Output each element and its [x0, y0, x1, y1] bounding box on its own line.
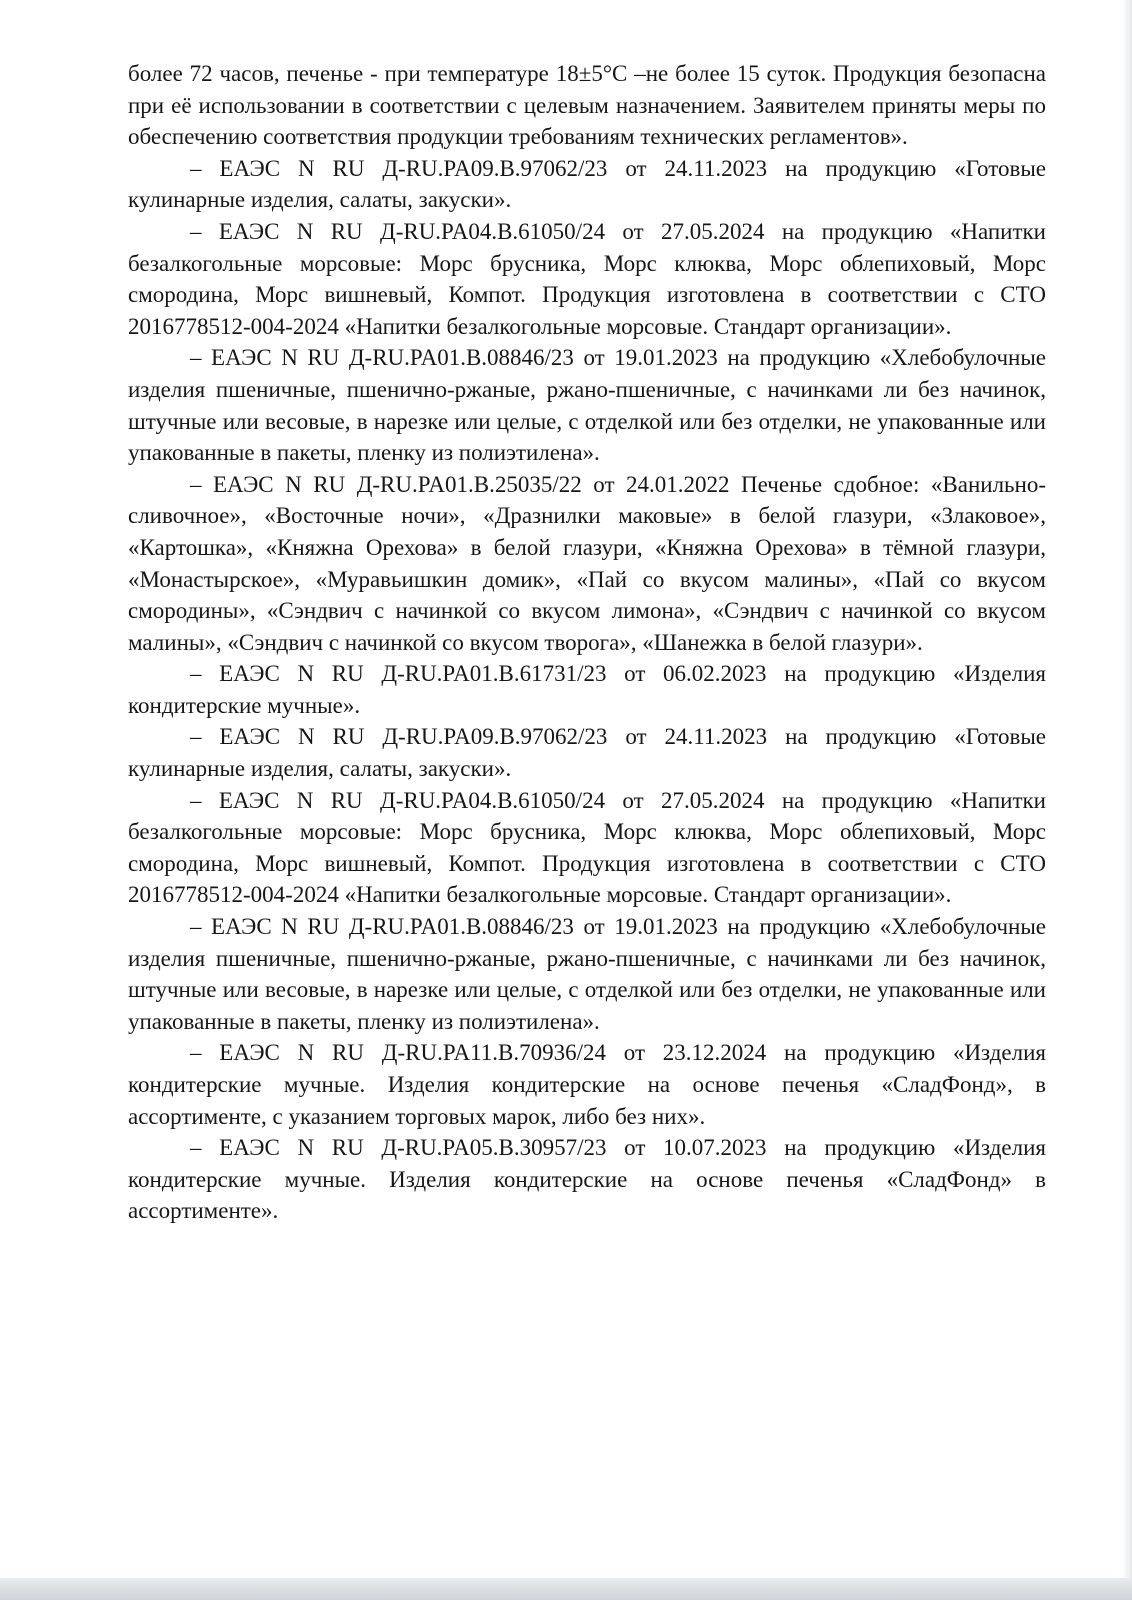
paragraph-declaration-7: – ЕАЭС N RU Д-RU.PA04.B.61050/24 от 27.05.2024 на продукцию «Напитки безалкогольные морсовые: Морс брусника, Морс клюква, Морс облепиховый, Морс смородина, Морс вишневый, Компот. Продукция изготовлена в соответствии с СТО 2016778512-004-2024 «Напитки безалкогольные морсовые. Стандарт организации». [128, 787, 1046, 908]
paragraph-declaration-2: – ЕАЭС N RU Д-RU.PA04.B.61050/24 от 27.05.2024 на продукцию «Напитки безалкогольные морсовые: Морс брусника, Морс клюква, Морс облепиховый, Морс смородина, Морс вишневый, Компот. Продукция изготовлена в соответствии с СТО 2016778512-004-2024 «Напитки безалкогольные морсовые. Стандарт организации». [128, 218, 1046, 339]
paragraph-declaration-5: – ЕАЭС N RU Д-RU.PA01.B.61731/23 от 06.02.2023 на продукцию «Изделия кондитерские мучные». [128, 661, 1046, 718]
paragraph-declaration-8: – ЕАЭС N RU Д-RU.PA01.B.08846/23 от 19.01.2023 на продукцию «Хлебобулочные изделия пшеничные, пшенично-ржаные, ржано-пшеничные, с начинками ли без начинок, штучные или весовые, в нарезке или целые, с отделкой или без отделки, не упакованные или упакованные в пакеты, пленку из полиэтилена». [128, 914, 1046, 1034]
paragraph-declaration-3: – ЕАЭС N RU Д-RU.PA01.B.08846/23 от 19.01.2023 на продукцию «Хлебобулочные изделия пшеничные, пшенично-ржаные, ржано-пшеничные, с начинками ли без начинок, штучные или весовые, в нарезке или целые, с отделкой или без отделки, не упакованные или упакованные в пакеты, пленку из полиэтилена». [128, 345, 1046, 466]
paragraph-declaration-1: – ЕАЭС N RU Д-RU.PA09.B.97062/23 от 24.11.2023 на продукцию «Готовые кулинарные изделия, салаты, закуски». [128, 155, 1046, 213]
scan-edge-bottom [0, 1578, 1132, 1600]
paragraph-declaration-10: – ЕАЭС N RU Д-RU.PA05.B.30957/23 от 10.07.2023 на продукцию «Изделия кондитерские мучные. Изделия кондитерские на основе печенья «СладФонд» в ассортименте». [128, 1135, 1046, 1224]
paragraph-declaration-6: – ЕАЭС N RU Д-RU.PA09.B.97062/23 от 24.11.2023 на продукцию «Готовые кулинарные изделия, салаты, закуски». [128, 724, 1046, 782]
paragraph-declaration-4: – ЕАЭС N RU Д-RU.PA01.B.25035/22 от 24.01.2022 Печенье сдобное: «Ванильно-сливочное», «Восточные ночи», «Дразнилки маковые» в белой глазури, «Злаковое», «Картошка», «Княжна Орехова» в белой глазури, «Княжна Орехова» в тёмной глазури, «Монастырское», «Муравьишкин домик», «Пай со вкусом малины», «Пай со вкусом смородины», «Сэндвич с начинкой со вкусом лимона», «Сэндвич с начинкой со вкусом малины», «Сэндвич с начинкой со вкусом творога», «Шанежка в белой глазури». [128, 471, 1046, 655]
paragraph-declaration-9: – ЕАЭС N RU Д-RU.PA11.B.70936/24 от 23.12.2024 на продукцию «Изделия кондитерские мучные. Изделия кондитерские на основе печенья «СладФонд», в ассортименте, с указанием торговых марок, либо без них». [128, 1040, 1046, 1129]
scan-edge-right [1122, 0, 1132, 1600]
document-body [128, 58, 1046, 1227]
paragraph-continuation: более 72 часов, печенье - при температуре 18±5°С –не более 15 суток. Продукция безопасна при её использовании в соответствии с целевым назначением. Заявителем приняты меры по обеспечению соответствия продукции требованиям технических регламентов». [128, 61, 1046, 150]
